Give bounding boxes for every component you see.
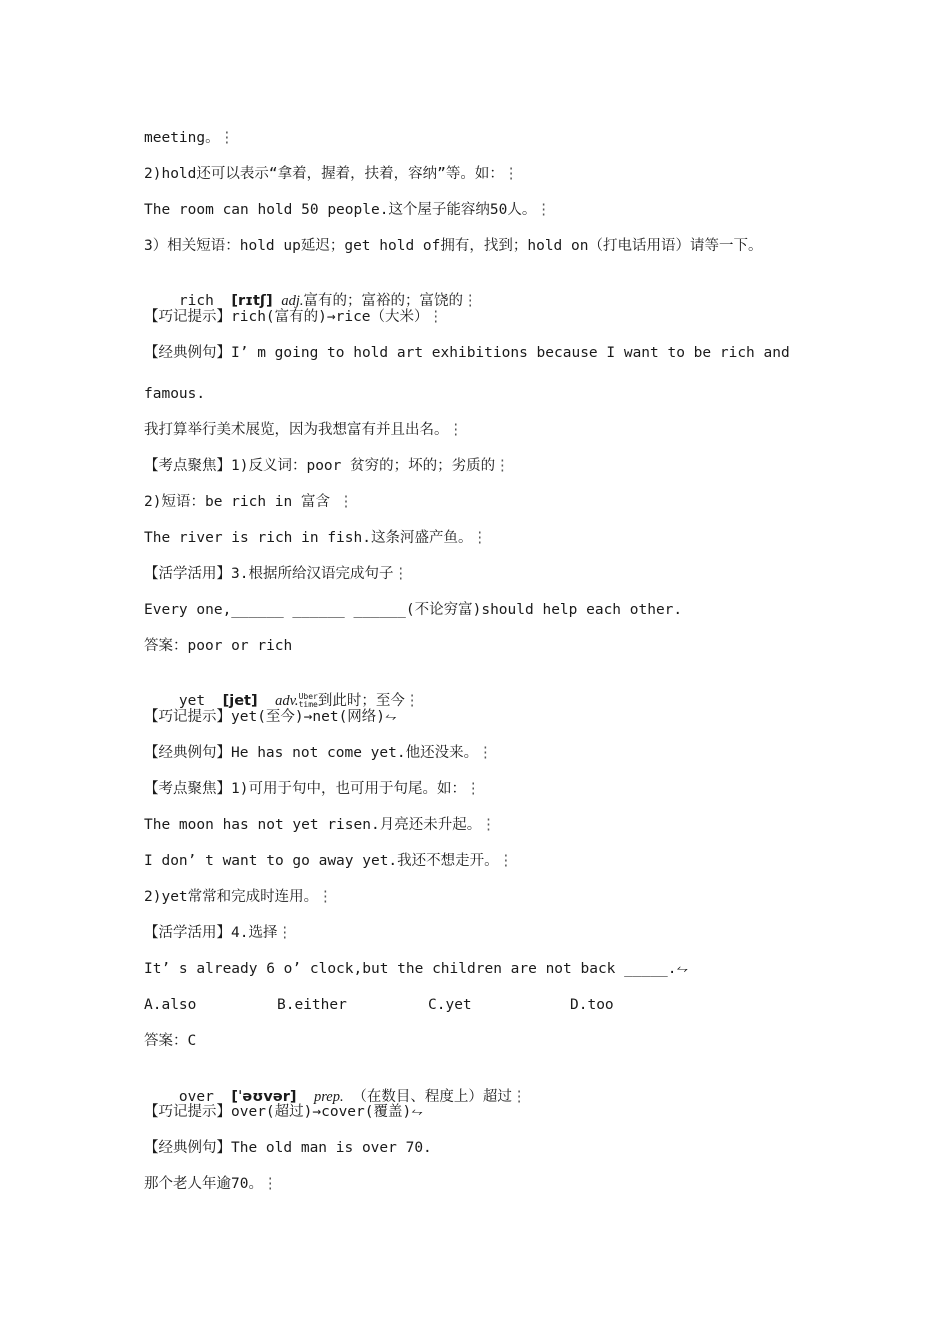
text-line: 【巧记提示】over(超过)→cover(覆盖)⥊ [144,1104,423,1120]
entry-word: yet [178,693,206,709]
text-line: 3）相关短语：hold up延迟；get hold of拥有，找到；hold on（打电话用语）请等一下。 [144,238,763,254]
text-line: 【考点聚焦】1)反义词：poor 贫穷的；坏的；劣质的⋮ [144,458,510,474]
text-line: The river is rich in fish.这条河盛产鱼。⋮ [144,530,487,546]
text-line: 2)hold还可以表示“拿着，握着，扶着，容纳”等。如：⋮ [144,166,519,182]
entry-meaning: 富有的；富裕的；富饶的 [303,293,463,309]
garbled-glyph: Uber time [298,692,318,709]
text-line: 2)yet常常和完成时连用。⋮ [144,889,333,905]
text-line: The moon has not yet risen.月亮还未升起。⋮ [144,817,496,833]
entry-phonetic: [jet] [222,693,258,709]
entry-phonetic: [rɪtʃ] [231,293,273,309]
answer-line: 答案：poor or rich [144,638,293,654]
entry-word: over [178,1089,214,1105]
entry-meaning: 到此时；至今 [317,693,405,709]
entry-pos: adj. [281,293,304,309]
text-line: 那个老人年逾70。⋮ [144,1176,278,1192]
entry-pos: adv. [275,693,299,709]
text-line: 【巧记提示】rich(富有的)→rice（大米）⋮ [144,309,444,325]
option-b: B.either [277,997,347,1013]
option-d: D.too [570,997,614,1013]
swirl-arrow-icon: ⥊ [411,1104,423,1120]
text-line: 我打算举行美术展览，因为我想富有并且出名。⋮ [144,422,463,438]
entry-word: rich [178,293,214,309]
entry-meaning: （在数目、程度上）超过 [352,1089,512,1105]
option-a: A.also [144,997,197,1013]
answer-line: 答案：C [144,1033,197,1049]
question-sentence: It’ s already 6 o’ clock,but the children are not back _____.⥊ [144,961,689,977]
entry-phonetic: [ˈəʊvər] [231,1089,297,1105]
fill-blank-sentence: Every one,______ ______ ______(不论穷富)should help each other. [144,602,683,618]
text-line: 【经典例句】He has not come yet.他还没来。⋮ [144,745,493,761]
text-line: meeting。⋮ [144,130,235,146]
text-line: 【经典例句】I’ m going to hold art exhibitions because I want to be rich and [144,345,790,361]
vocab-entry-rich: rich [rɪtʃ] adj.富有的；富裕的；富饶的⋮ [178,293,478,309]
text-line: 【活学活用】4.选择⋮ [144,925,292,941]
entry-pos: prep. [313,1089,344,1105]
swirl-arrow-icon: ⥊ [676,961,689,977]
text-line: famous. [144,386,206,402]
text-line: 【考点聚焦】1)可用于句中，也可用于句尾。如：⋮ [144,781,481,797]
vocab-entry-yet: yet [jet] adv.Uber time到此时；至今⋮ [178,692,420,709]
vocab-entry-over: over [ˈəʊvər] prep. （在数目、程度上）超过⋮ [178,1089,527,1105]
text-line: 【经典例句】The old man is over 70. [144,1140,432,1156]
text-line: 【活学活用】3.根据所给汉语完成句子⋮ [144,566,408,582]
text-line: The room can hold 50 people.这个屋子能容纳50人。⋮ [144,202,551,218]
option-c: C.yet [428,997,472,1013]
text-line: 【巧记提示】yet(至今)→net(网络)⥊ [144,709,397,725]
text-line: I don’ t want to go away yet.我还不想走开。⋮ [144,853,514,869]
text-line: 2)短语：be rich in 富含 ⋮ [144,494,354,510]
options-row [144,995,664,1015]
swirl-arrow-icon: ⥊ [385,709,397,725]
